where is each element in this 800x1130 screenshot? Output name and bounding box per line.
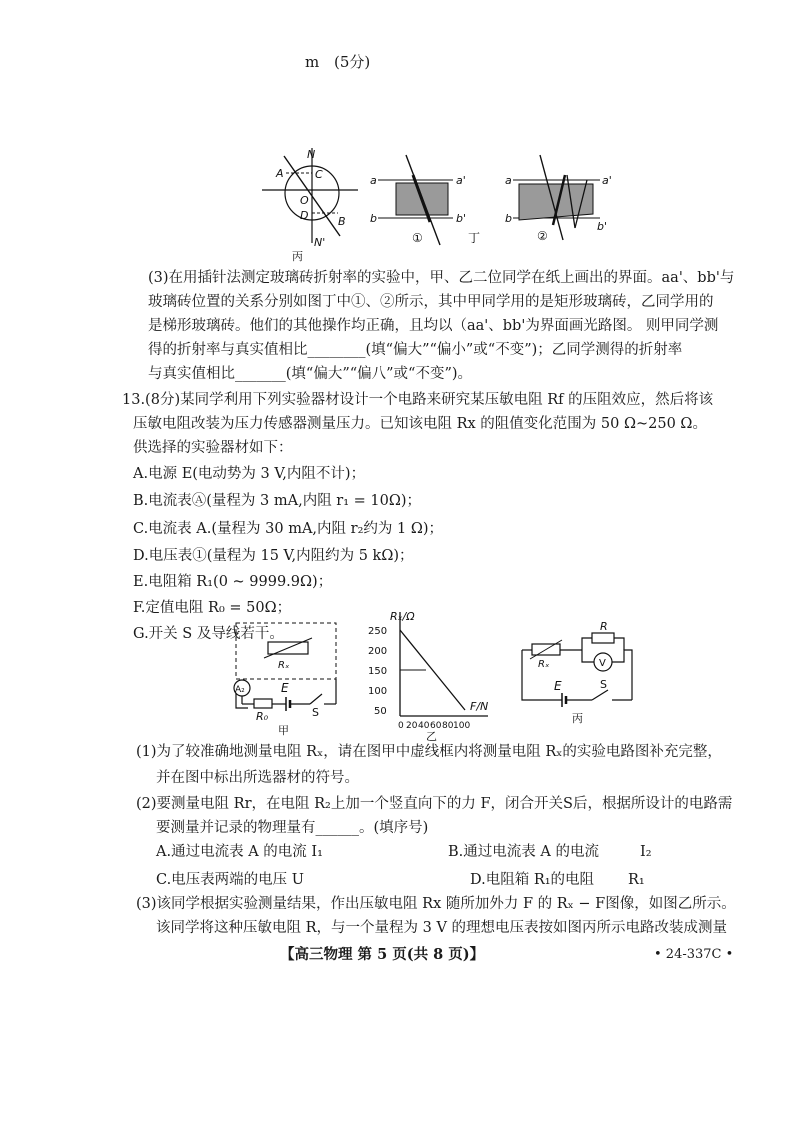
footer-code: • 24-337C •: [654, 947, 734, 962]
label-b-1: b: [370, 212, 377, 225]
caption-bing-top: 丙: [292, 250, 303, 263]
label-A2-jia: A₂: [235, 685, 245, 695]
label-b-prime-2: b': [597, 220, 608, 233]
x-tick-0: 0: [398, 721, 404, 731]
figure-ding-2: [505, 150, 615, 260]
footer-title: 【高三物理 第 5 页(共 8 页)】: [280, 946, 485, 963]
option-b: B.通过电流表 A 的电流: [448, 844, 599, 860]
label-circle-1: ①: [412, 231, 423, 245]
q12-3-line5: 与真实值相比_______(填“偏大”“偏八”或“不变”)。: [148, 366, 473, 382]
figure-jia-circuit: [226, 620, 351, 740]
label-O: O: [300, 194, 309, 207]
caption-yi: 乙: [426, 730, 437, 743]
label-S-jia: S: [312, 706, 319, 719]
label-N-prime: N': [314, 236, 326, 249]
option-a: A.通过电流表 A 的电流 I₁: [156, 844, 323, 860]
option-d-symbol: R₁: [628, 872, 645, 888]
figure-bing-circuit: [512, 620, 642, 730]
label-b-prime-1: b': [456, 212, 467, 225]
q13-3-line2: 该同学将这种压敏电阻 R，与一个量程为 3 V 的理想电压表按如图丙所示电路改装成测量: [156, 920, 728, 936]
label-a-prime-1: a': [456, 174, 466, 187]
equipment-item: A.电源 E(电动势为 3 V,内阻不计)；: [133, 466, 366, 482]
q12-3-line2: 玻璃砖位置的关系分别如图丁中①、②所示，其中甲同学用的是矩形玻璃砖，乙同学用的: [148, 294, 714, 310]
q12-3-line3: 是梯形玻璃砖。他们的其他操作均正确，且均以（aa'、bb'为界面画光路图。 则甲同学测: [148, 318, 719, 334]
figure-ding-1: [368, 150, 481, 260]
label-Rx-jia: Rₓ: [278, 660, 290, 671]
equipment-item: B.电流表Ⓐ(量程为 3 mA,内阻 r₁ = 10Ω)；: [133, 493, 422, 509]
header-score: (5分): [334, 53, 371, 71]
q13-intro-1: 13.(8分)某同学利用下列实验器材设计一个电路来研究某压敏电阻 Rf 的压阻效应，然后将该: [122, 392, 714, 408]
q13-intro-2: 压敏电阻改装为压力传感器测量压力。已知该电阻 Rx 的阻值变化范围为 50 Ω~250 Ω。: [133, 416, 707, 432]
label-S-bing: S: [600, 678, 607, 691]
x-tick-40: 40: [418, 721, 430, 731]
caption-ding: 丁: [468, 231, 481, 245]
equipment-item: D.电压表①(量程为 15 V,内阻约为 5 kΩ)；: [133, 548, 414, 564]
label-V-bing: V: [599, 658, 606, 669]
label-Rx-bing: Rₓ: [538, 659, 550, 670]
q13-1-line2: 并在图中标出所选器材的符号。: [156, 770, 359, 786]
q13-intro-3: 供选择的实验器材如下：: [133, 440, 293, 456]
q13-1-line1: (1)为了较准确地测量电阻 Rₓ，请在图甲中虚线框内将测量电阻 Rₓ的实验电路图补充完整，: [136, 744, 722, 760]
label-R-bing: R: [600, 620, 608, 633]
label-A: A: [276, 167, 284, 180]
x-tick-100: 100: [453, 721, 471, 731]
chart-ylabel: Rₓ/Ω: [390, 610, 415, 623]
x-tick-80: 80: [442, 721, 454, 731]
y-tick-50: 50: [374, 706, 387, 717]
equipment-item: G.开关 S 及导线若干。: [133, 626, 284, 642]
label-C: C: [315, 168, 323, 181]
label-E-jia: E: [281, 681, 289, 695]
equipment-item: C.电流表 A.(量程为 30 mA,内阻 r₂约为 1 Ω)；: [133, 521, 444, 537]
y-tick-200: 200: [368, 646, 388, 657]
x-tick-20: 20: [406, 721, 418, 731]
y-tick-250: 250: [368, 626, 388, 637]
figure-yi-chart: [360, 606, 500, 741]
y-tick-150: 150: [368, 666, 388, 677]
label-a-prime-2: a': [602, 174, 612, 187]
q13-2-line1: (2)要测量电阻 Rr，在电阻 R₂上加一个竖直向下的力 F，闭合开关S后，根据所设计的电路需: [136, 796, 733, 812]
q13-2-line2: 要测量并记录的物理量有______。(填序号): [156, 820, 429, 836]
header-mark: m: [305, 53, 320, 71]
caption-bing-mid: 丙: [572, 712, 583, 725]
label-R0-jia: R₀: [256, 710, 269, 723]
x-tick-60: 60: [430, 721, 442, 731]
q12-3-line4: 得的折射率与真实值相比________(填“偏大”“偏小”或“不变”)；乙同学测得的折射率: [148, 342, 683, 358]
caption-jia: 甲: [278, 724, 289, 737]
figure-bing-refraction: [262, 148, 362, 263]
chart-xlabel: F/N: [470, 700, 489, 713]
label-B: B: [338, 215, 346, 228]
q13-3-line1: (3)该同学根据实验测量结果，作出压敏电阻 Rx 随所加外力 F 的 Rₓ − F图像，如图乙所示。: [136, 896, 736, 912]
label-E-bing: E: [554, 679, 562, 693]
option-c: C.电压表两端的电压 U: [156, 872, 305, 888]
label-b-2: b: [505, 212, 512, 225]
label-circle-2: ②: [537, 229, 548, 243]
option-b-symbol: I₂: [640, 844, 652, 860]
label-a-2: a: [505, 174, 512, 187]
q12-3-line1: (3)在用插针法测定玻璃砖折射率的实验中，甲、乙二位同学在纸上画出的界面。aa'、bb'与: [148, 270, 735, 286]
equipment-item: E.电阻箱 R₁(0 ~ 9999.9Ω)；: [133, 574, 333, 590]
label-N: N: [307, 148, 316, 161]
equipment-item: F.定值电阻 R₀ = 50Ω；: [133, 600, 292, 616]
option-d: D.电阻箱 R₁的电阻: [470, 872, 595, 888]
label-a-1: a: [370, 174, 377, 187]
label-D: D: [300, 209, 309, 222]
y-tick-100: 100: [368, 686, 388, 697]
